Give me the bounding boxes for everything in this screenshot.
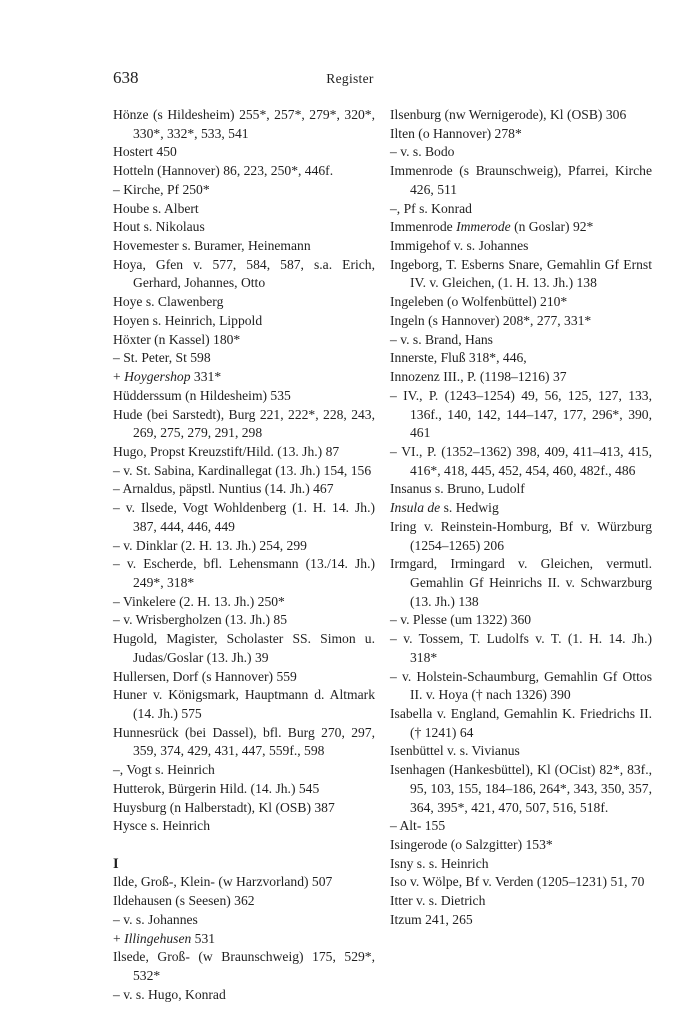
entry-prefix: Immenrode [390, 219, 457, 235]
index-entry: Hugo, Propst Kreuzstift/Hild. (13. Jh.) 87 [113, 443, 340, 459]
index-entry: Hutterok, Bürgerin Hild. (14. Jh.) 545 [113, 780, 320, 796]
index-entry: Itter v. s. Dietrich [390, 893, 486, 909]
index-entry: Ilde, Groß-, Klein- (w Harzvorland) 507 [113, 874, 333, 890]
page-header [0, 68, 700, 90]
index-entry: Hüdderssum (n Hildesheim) 535 [113, 387, 291, 403]
index-entry: Hoya, Gfen v. 577, 584, 587, s.a. Erich, Gerhard, Johannes, Otto [113, 256, 375, 291]
index-entry: Hoye s. Clawenberg [113, 294, 224, 310]
index-entry: Hönze (s Hildesheim) 255*, 257*, 279*, 320*, 330*, 332*, 533, 541 [113, 107, 375, 141]
index-entry: – v. s. Hugo, Konrad [113, 986, 226, 1002]
index-entry: Ingeln (s Hannover) 208*, 277, 331* [390, 312, 592, 328]
index-entry: – v. Dinklar (2. H. 13. Jh.) 254, 299 [113, 537, 307, 553]
index-entry: Hoyen s. Heinrich, Lippold [113, 312, 263, 328]
index-entry: Ingeborg, T. Esberns Snare, Gemahlin Gf Ernst IV. v. Gleichen, (1. H. 13. Jh.) 138 [390, 256, 652, 291]
index-entry: – v. Tossem, T. Ludolfs v. T. (1. H. 14. Jh.) 318* [390, 631, 652, 665]
entry-italic-name: Immerode [456, 219, 511, 235]
index-entry: Hostert 450 [113, 144, 177, 160]
entry-italic-name: Hoygershop [124, 369, 191, 385]
index-entry: Insanus s. Bruno, Ludolf [390, 481, 525, 497]
index-entry: – v. Ilsede, Vogt Wohldenberg (1. H. 14. Jh.) 387, 444, 446, 449 [113, 500, 375, 534]
index-entry: Iring v. Reinstein-Homburg, Bf v. Würzburg (1254–1265) 206 [390, 518, 652, 553]
index-entry: Isabella v. England, Gemahlin K. Friedrichs II. († 1241) 64 [390, 706, 652, 740]
index-entry: – v. s. Johannes [113, 911, 198, 927]
index-entry: Isny s. s. Heinrich [390, 855, 489, 871]
index-entry: Ilten (o Hannover) 278* [390, 125, 522, 141]
index-entry: – v. Holstein-Schaumburg, Gemahlin Gf Ottos II. v. Hoya († nach 1326) 390 [390, 668, 652, 703]
index-entry: Ilsenburg (nw Wernigerode), Kl (OSB) 306 [390, 107, 627, 122]
index-entry: – Alt- 155 [390, 818, 446, 834]
index-entry: Hoube s. Albert [113, 200, 199, 216]
running-head: Register [326, 71, 374, 86]
index-entry: – Vinkelere (2. H. 13. Jh.) 250* [113, 593, 285, 609]
index-entry [390, 499, 652, 518]
index-entry: Isenhagen (Hankesbüttel), Kl (OCist) 82*, 83f., 95, 103, 155, 184–186, 264*, 343, 350, 357, 364, 395*, 421, 470, 507, 516, 518f. [390, 762, 652, 815]
index-entry: Innozenz III., P. (1198–1216) 37 [390, 369, 567, 385]
index-entry [113, 368, 375, 387]
entry-suffix: (n Goslar) 92* [510, 219, 594, 235]
index-entry: Iso v. Wölpe, Bf v. Verden (1205–1231) 51, 70 [390, 874, 645, 890]
index-entry: Hysce s. Heinrich [113, 818, 211, 834]
index-entry: Höxter (n Kassel) 180* [113, 331, 241, 347]
index-entry [390, 218, 652, 237]
index-entry: Huysburg (n Halberstadt), Kl (OSB) 387 [113, 799, 335, 815]
index-entry: – VI., P. (1352–1362) 398, 409, 411–413, 415, 416*, 418, 445, 452, 454, 460, 482f., 486 [390, 443, 652, 478]
index-entry: Immigehof v. s. Johannes [390, 238, 529, 254]
index-column-left [113, 106, 375, 1005]
entry-suffix: 531 [191, 930, 216, 946]
index-entry: Ildehausen (s Seesen) 362 [113, 893, 255, 909]
entry-suffix: s. Hedwig [440, 500, 499, 516]
index-entry: – IV., P. (1243–1254) 49, 56, 125, 127, 133, 136f., 140, 142, 144–147, 177, 296*, 390, 461 [390, 387, 652, 441]
index-entry: – v. Plesse (um 1322) 360 [390, 612, 532, 628]
entry-prefix: + [113, 369, 125, 385]
index-entry: – St. Peter, St 598 [113, 350, 211, 366]
index-entry: Hugold, Magister, Scholaster SS. Simon u. Judas/Goslar (13. Jh.) 39 [113, 631, 375, 665]
index-entry: Ingeleben (o Wolfenbüttel) 210* [390, 294, 568, 310]
index-entry: – Kirche, Pf 250* [113, 181, 210, 197]
index-entry: Hotteln (Hannover) 86, 223, 250*, 446f. [113, 163, 334, 179]
index-entry: –, Vogt s. Heinrich [113, 762, 215, 778]
index-entry: Isenbüttel v. s. Vivianus [390, 743, 520, 759]
entry-prefix: + [113, 930, 125, 946]
index-entry: – v. s. Brand, Hans [390, 331, 493, 347]
index-entry: Hovemester s. Buramer, Heinemann [113, 238, 311, 254]
index-entry: Isingerode (o Salzgitter) 153* [390, 837, 553, 853]
entry-suffix: 331* [190, 369, 222, 385]
index-entry: – Arnaldus, päpstl. Nuntius (14. Jh.) 467 [113, 481, 334, 497]
index-entry: Innerste, Fluß 318*, 446, [390, 350, 527, 366]
section-letter: I [113, 855, 119, 872]
index-entry: Irmgard, Irmingard v. Gleichen, vermutl. Gemahlin Gf Heinrichs II. v. Schwarzburg (13. Jh.) 138 [390, 556, 652, 609]
index-entry: Huner v. Königsmark, Hauptmann d. Altmark (14. Jh.) 575 [113, 687, 375, 721]
index-entry: – v. Wrisbergholzen (13. Jh.) 85 [113, 612, 288, 628]
index-column-right [390, 106, 652, 930]
index-entry: – v. Escherde, bfl. Lehensmann (13./14. Jh.) 249*, 318* [113, 556, 375, 590]
index-entry: Hunnesrück (bei Dassel), bfl. Burg 270, 297, 359, 374, 429, 431, 447, 559f., 598 [113, 724, 375, 759]
index-entry: Itzum 241, 265 [390, 911, 473, 927]
index-entry: Ilsede, Groß- (w Braunschweig) 175, 529*, 532* [113, 949, 375, 984]
index-entry: –, Pf s. Konrad [390, 200, 472, 216]
index-entry [113, 930, 375, 949]
entry-italic-name: Insula de [390, 500, 441, 516]
index-entry: Hude (bei Sarstedt), Burg 221, 222*, 228, 243, 269, 275, 279, 291, 298 [113, 406, 375, 441]
index-entry: Hullersen, Dorf (s Hannover) 559 [113, 668, 297, 684]
index-entry: – v. St. Sabina, Kardinallegat (13. Jh.) 154, 156 [113, 462, 372, 478]
index-entry: Hout s. Nikolaus [113, 219, 205, 235]
page-number: 638 [113, 68, 139, 87]
index-entry: Immenrode (s Braunschweig), Pfarrei, Kirche 426, 511 [390, 163, 652, 197]
entry-italic-name: Illingehusen [124, 930, 192, 946]
index-entry: – v. s. Bodo [390, 144, 455, 160]
